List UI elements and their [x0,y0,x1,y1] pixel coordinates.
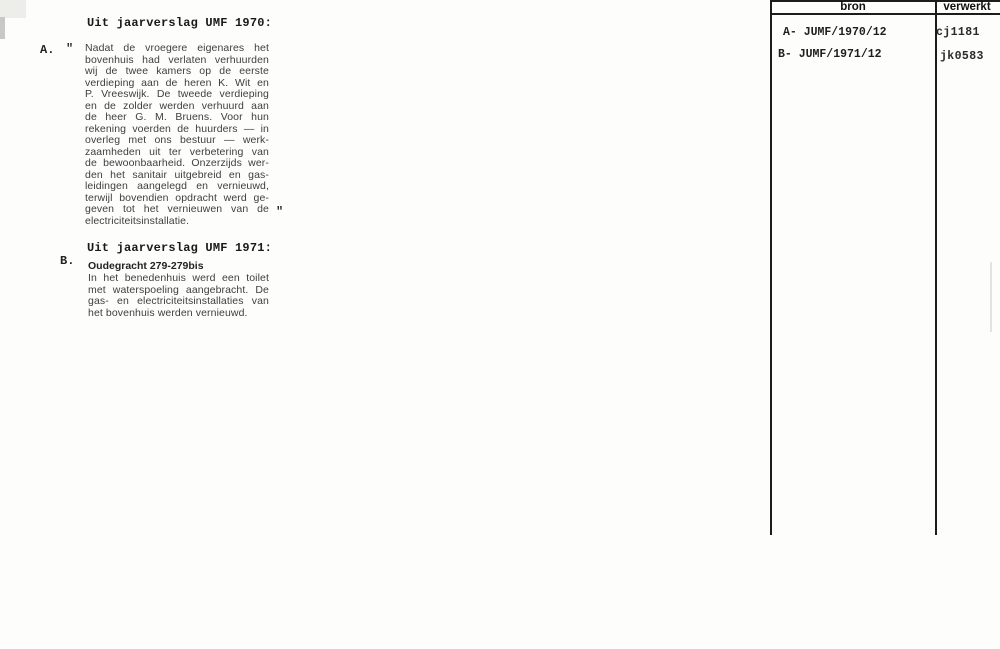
table-cell-verwerkt-row-b: jk0583 [940,50,984,63]
text-line: overleg met ons bestuur — werk- [85,134,269,146]
text-line: geven tot het vernieuwen van de [85,203,269,215]
table-column-divider [935,0,937,535]
table-cell-bron-row-b: B- JUMF/1971/12 [778,48,882,61]
text-line: met waterspoeling aangebracht. De [88,283,269,296]
text-line: leidingen aangelegd en vernieuwd, [85,180,269,192]
text-line: gas- en electriciteitsinstallaties van [88,295,269,307]
text-line: verdieping aan de heren K. Wit en [85,76,269,89]
text-line: In het benedenhuis werd een toilet [88,272,269,284]
heading-jaarverslag-1970: Uit jaarverslag UMF 1970: [87,16,273,30]
table-left-border [770,0,772,535]
item-label-b: B. [60,254,75,268]
text-line: de bewoonbaarheid. Onzerzijds wer- [85,157,269,169]
text-line: en de zolder werden verhuurd aan [85,99,269,112]
scan-artifact-right-edge [990,262,992,332]
item-label-a: A. [40,43,55,57]
scan-artifact-left-edge [0,17,5,39]
text-line: Nadat de vroegere eigenares het [85,42,269,54]
text-line: het bovenhuis werden vernieuwd. [88,306,248,319]
text-line: de heer G. M. Bruens. Voor hun [85,111,269,123]
close-quote-mark: " [276,205,284,219]
text-line: rekening voerden de huurders — in [85,122,269,135]
table-cell-verwerkt-row-a: cj1181 [936,26,980,39]
subheading-oudegracht: Oudegracht 279-279bis [88,260,204,272]
table-header-divider [770,13,1000,15]
text-line: terwijl bovendien opdracht werd ge- [85,191,269,204]
table-cell-bron-row-a: A- JUMF/1970/12 [783,26,887,39]
text-line: zaamheden uit ter verbetering van [85,145,269,158]
text-line: wij de twee kamers op de eerste [85,65,269,77]
text-line: P. Vreeswijk. De tweede verdieping [85,88,269,100]
column-header-bron: bron [840,1,866,13]
paragraph-1970 [85,43,269,227]
text-line: den het sanitair uitgebreid en gas- [85,168,269,181]
column-header-verwerkt: verwerkt [943,1,991,13]
paragraph-1971 [88,273,269,319]
text-line: electriciteitsinstallatie. [85,214,190,227]
open-quote-mark: " [66,42,74,56]
scan-artifact-top-left [0,0,26,18]
heading-jaarverslag-1971: Uit jaarverslag UMF 1971: [87,241,273,255]
text-line: bovenhuis had verlaten verhuurden [85,53,269,66]
